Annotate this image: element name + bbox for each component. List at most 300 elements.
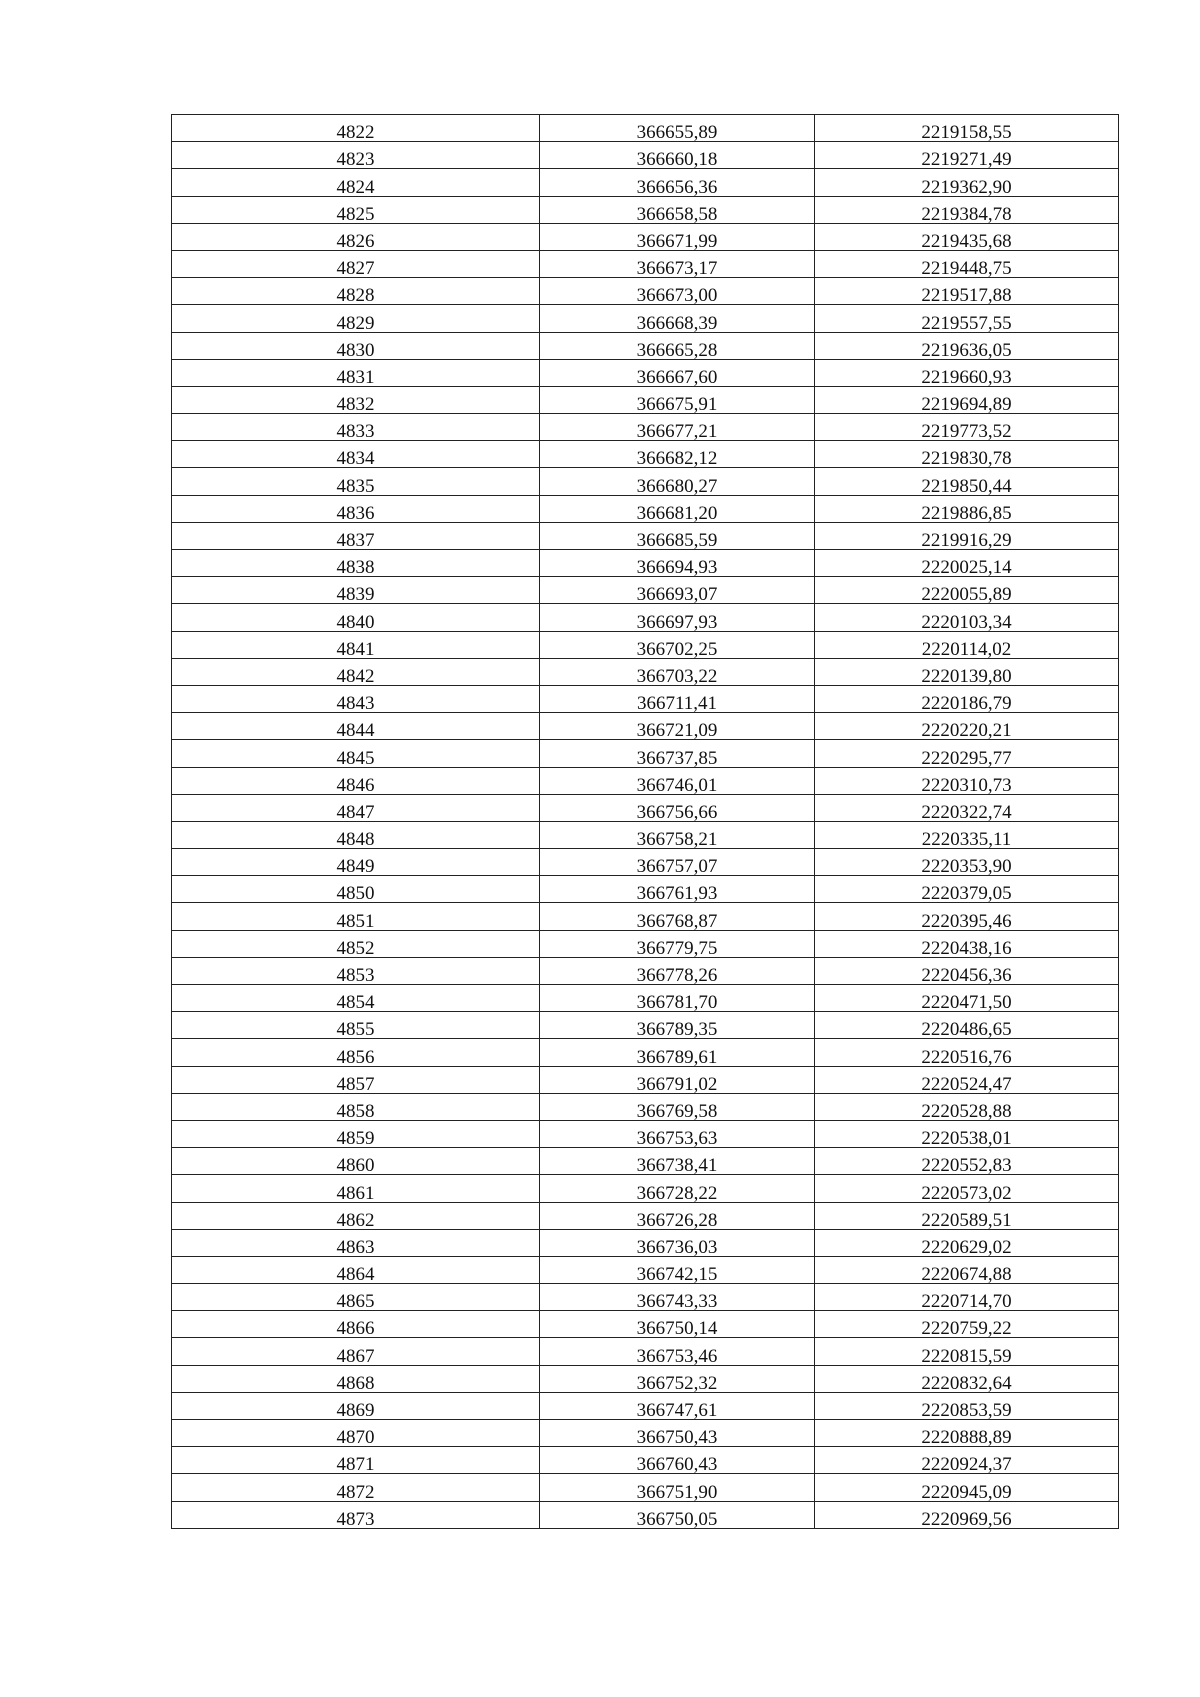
cell-text: 366711,41: [636, 693, 718, 715]
cell-text: 2220552,83: [921, 1155, 1012, 1177]
x-coordinate-cell: [540, 903, 815, 930]
cell-text: 2220335,11: [921, 829, 1012, 851]
cell-text: 366671,99: [636, 230, 718, 252]
y-coordinate-cell: [815, 903, 1119, 930]
cell-text: 4850: [336, 883, 375, 905]
y-coordinate-cell: [815, 115, 1119, 142]
point-number-cell: [172, 169, 540, 196]
point-number-cell: [172, 1012, 540, 1039]
cell-text: 2219916,29: [921, 530, 1012, 551]
point-number-cell: [172, 278, 540, 305]
y-coordinate-cell: [815, 332, 1119, 359]
y-coordinate-cell: [815, 1175, 1119, 1202]
y-coordinate-cell: [815, 1039, 1119, 1066]
y-coordinate-cell: [815, 794, 1119, 821]
point-number-cell: [172, 1311, 540, 1338]
cell-text: 366751,90: [636, 1481, 718, 1503]
cell-text: 366761,93: [636, 883, 718, 905]
cell-text: 366743,33: [636, 1291, 718, 1313]
cell-text: 4827: [336, 258, 375, 280]
table-row: [172, 550, 1119, 577]
x-coordinate-cell: [540, 169, 815, 196]
y-coordinate-cell: [815, 767, 1119, 794]
table-row: [172, 1012, 1119, 1039]
cell-text: 2220573,02: [921, 1182, 1012, 1204]
table-row: [172, 1039, 1119, 1066]
table-row: [172, 930, 1119, 957]
point-number-cell: [172, 115, 540, 142]
cell-text: 4845: [336, 747, 375, 769]
point-number-cell: [172, 223, 540, 250]
cell-text: 4832: [336, 394, 375, 416]
table-row: [172, 250, 1119, 277]
cell-text: 2220025,14: [921, 557, 1012, 579]
point-number-cell: [172, 903, 540, 930]
cell-text: 366789,61: [636, 1046, 718, 1068]
y-coordinate-cell: [815, 658, 1119, 685]
cell-text: 366779,75: [636, 937, 718, 959]
table-row: [172, 1365, 1119, 1392]
table-row: [172, 1256, 1119, 1283]
cell-text: 4869: [336, 1400, 375, 1421]
y-coordinate-cell: [815, 1474, 1119, 1501]
cell-text: 4858: [336, 1100, 375, 1122]
point-number-cell: [172, 930, 540, 957]
cell-text: 366675,91: [636, 394, 718, 416]
cell-text: 4866: [336, 1318, 375, 1340]
y-coordinate-cell: [815, 1501, 1119, 1528]
cell-text: 2219886,85: [921, 502, 1012, 524]
cell-text: 4872: [336, 1481, 375, 1503]
x-coordinate-cell: [540, 250, 815, 280]
table-row: [172, 985, 1119, 1012]
x-coordinate-cell: [540, 278, 815, 305]
cell-text: 366726,28: [636, 1209, 718, 1231]
cell-text: 4859: [336, 1128, 375, 1150]
cell-text: 366736,03: [636, 1236, 718, 1258]
table-row: [172, 142, 1119, 169]
cell-text: 366677,21: [636, 421, 718, 443]
x-coordinate-cell: [540, 1311, 815, 1338]
table-row: [172, 441, 1119, 468]
point-number-cell: [172, 332, 540, 359]
cell-text: 2220924,37: [921, 1454, 1012, 1476]
x-coordinate-cell: [540, 1474, 815, 1501]
point-number-cell: [172, 386, 540, 416]
point-number-cell: [172, 1202, 540, 1229]
x-coordinate-cell: [540, 1338, 815, 1365]
cell-text: 4833: [336, 421, 375, 443]
point-number-cell: [172, 1501, 540, 1528]
y-coordinate-cell: [815, 1420, 1119, 1447]
cell-text: 4837: [336, 530, 375, 551]
y-coordinate-cell: [815, 495, 1119, 522]
cell-text: 4842: [336, 665, 375, 687]
y-coordinate-cell: [815, 1365, 1119, 1392]
table-row: [172, 414, 1119, 441]
cell-text: 366697,93: [636, 611, 718, 633]
point-number-cell: [172, 767, 540, 794]
cell-text: 4839: [336, 584, 375, 606]
cell-text: 366681,20: [636, 502, 718, 524]
x-coordinate-cell: [540, 332, 815, 359]
cell-text: 366673,17: [636, 258, 718, 280]
cell-text: 4838: [336, 557, 375, 579]
cell-text: 2220888,89: [921, 1427, 1012, 1449]
point-number-cell: [172, 957, 540, 984]
y-coordinate-cell: [815, 1066, 1119, 1093]
point-number-cell: [172, 1284, 540, 1311]
cell-text: 366752,32: [636, 1372, 718, 1394]
cell-text: 4834: [336, 448, 375, 470]
y-coordinate-cell: [815, 1120, 1119, 1150]
cell-text: 366702,25: [636, 638, 718, 660]
cell-text: 2219362,90: [921, 176, 1012, 198]
y-coordinate-cell: [815, 849, 1119, 876]
y-coordinate-cell: [815, 359, 1119, 386]
table-row: [172, 305, 1119, 332]
cell-text: 2220456,36: [921, 965, 1012, 986]
x-coordinate-cell: [540, 305, 815, 332]
cell-text: 366682,12: [636, 448, 718, 470]
coordinates-table: [171, 114, 1119, 1529]
cell-text: 2219636,05: [921, 339, 1012, 361]
cell-text: 366742,15: [636, 1264, 718, 1286]
table-row: [172, 903, 1119, 930]
x-coordinate-cell: [540, 1284, 815, 1311]
cell-text: 366750,43: [636, 1427, 718, 1449]
table-row: [172, 1202, 1119, 1229]
y-coordinate-cell: [815, 305, 1119, 332]
point-number-cell: [172, 1093, 540, 1120]
x-coordinate-cell: [540, 196, 815, 223]
x-coordinate-cell: [540, 1420, 815, 1447]
x-coordinate-cell: [540, 550, 815, 577]
cell-text: 2220114,02: [921, 638, 1012, 660]
cell-text: 4870: [336, 1427, 375, 1449]
table-row: [172, 604, 1119, 631]
point-number-cell: [172, 495, 540, 522]
x-coordinate-cell: [540, 1012, 815, 1039]
cell-text: 366680,27: [636, 475, 718, 497]
cell-text: 366753,46: [636, 1345, 718, 1367]
table-row: [172, 876, 1119, 903]
cell-text: 366658,58: [636, 203, 718, 225]
cell-text: 366728,22: [636, 1182, 718, 1204]
x-coordinate-cell: [540, 821, 815, 851]
cell-text: 4851: [336, 910, 375, 932]
table-row: [172, 740, 1119, 767]
point-number-cell: [172, 1229, 540, 1256]
cell-text: 4846: [336, 774, 375, 796]
point-number-cell: [172, 1148, 540, 1175]
table-row: [172, 1148, 1119, 1175]
cell-text: 4857: [336, 1073, 375, 1095]
x-coordinate-cell: [540, 957, 815, 984]
x-coordinate-cell: [540, 1447, 815, 1474]
cell-text: 4843: [336, 693, 375, 715]
cell-text: 4844: [336, 720, 375, 742]
x-coordinate-cell: [540, 115, 815, 142]
cell-text: 2219271,49: [921, 149, 1012, 171]
x-coordinate-cell: [540, 985, 815, 1012]
cell-text: 2220438,16: [921, 937, 1012, 959]
x-coordinate-cell: [540, 631, 815, 658]
cell-text: 2220471,50: [921, 992, 1012, 1014]
x-coordinate-cell: [540, 658, 815, 685]
cell-text: 2220815,59: [921, 1345, 1012, 1367]
cell-text: 366738,41: [636, 1155, 718, 1177]
table-row: [172, 1066, 1119, 1093]
cell-text: 2220832,64: [921, 1372, 1012, 1394]
x-coordinate-cell: [540, 1039, 815, 1066]
cell-text: 2220353,90: [921, 856, 1012, 878]
y-coordinate-cell: [815, 196, 1119, 223]
cell-text: 2220945,09: [921, 1481, 1012, 1503]
y-coordinate-cell: [815, 1012, 1119, 1039]
point-number-cell: [172, 441, 540, 468]
y-coordinate-cell: [815, 1202, 1119, 1229]
cell-text: 4823: [336, 149, 375, 171]
point-number-cell: [172, 985, 540, 1012]
point-number-cell: [172, 1474, 540, 1501]
point-number-cell: [172, 821, 540, 851]
cell-text: 4865: [336, 1291, 375, 1313]
table-row: [172, 849, 1119, 876]
y-coordinate-cell: [815, 1256, 1119, 1286]
point-number-cell: [172, 1420, 540, 1447]
x-coordinate-cell: [540, 1256, 815, 1286]
cell-text: 4849: [336, 856, 375, 878]
cell-text: 2220310,73: [921, 774, 1012, 796]
point-number-cell: [172, 522, 540, 549]
point-number-cell: [172, 550, 540, 577]
cell-text: 4847: [336, 801, 375, 823]
cell-text: 366760,43: [636, 1454, 718, 1476]
coordinates-table-body: [172, 115, 1119, 1529]
cell-text: 2220295,77: [921, 747, 1012, 769]
cell-text: 366673,00: [636, 285, 718, 307]
cell-text: 366746,01: [636, 774, 718, 796]
x-coordinate-cell: [540, 1066, 815, 1093]
point-number-cell: [172, 713, 540, 740]
point-number-cell: [172, 740, 540, 767]
cell-text: 2220759,22: [921, 1318, 1012, 1340]
x-coordinate-cell: [540, 1229, 815, 1256]
cell-text: 366685,59: [636, 530, 718, 551]
cell-text: 4825: [336, 203, 375, 225]
cell-text: 2220220,21: [921, 720, 1012, 742]
cell-text: 366768,87: [636, 910, 718, 932]
cell-text: 4840: [336, 611, 375, 633]
cell-text: 2220969,56: [921, 1508, 1012, 1530]
cell-text: 2220103,34: [921, 611, 1012, 633]
x-coordinate-cell: [540, 441, 815, 468]
cell-text: 366753,63: [636, 1128, 718, 1150]
y-coordinate-cell: [815, 142, 1119, 169]
table-row: [172, 1120, 1119, 1147]
cell-text: 366660,18: [636, 149, 718, 171]
x-coordinate-cell: [540, 522, 815, 549]
point-number-cell: [172, 1175, 540, 1202]
y-coordinate-cell: [815, 1338, 1119, 1365]
y-coordinate-cell: [815, 386, 1119, 416]
point-number-cell: [172, 631, 540, 658]
point-number-cell: [172, 196, 540, 223]
table-row: [172, 223, 1119, 250]
table-row: [172, 495, 1119, 522]
cell-text: 366750,14: [636, 1318, 718, 1340]
point-number-cell: [172, 468, 540, 495]
cell-text: 366789,35: [636, 1019, 718, 1041]
y-coordinate-cell: [815, 1311, 1119, 1338]
x-coordinate-cell: [540, 849, 815, 876]
x-coordinate-cell: [540, 1148, 815, 1175]
point-number-cell: [172, 1392, 540, 1419]
y-coordinate-cell: [815, 1447, 1119, 1474]
cell-text: 4831: [336, 366, 375, 388]
y-coordinate-cell: [815, 876, 1119, 903]
cell-text: 2220528,88: [921, 1100, 1012, 1122]
cell-text: 2219435,68: [921, 230, 1012, 252]
point-number-cell: [172, 685, 540, 715]
cell-text: 2220486,65: [921, 1019, 1012, 1041]
cell-text: 4868: [336, 1372, 375, 1394]
table-row: [172, 1284, 1119, 1311]
table-row: [172, 1093, 1119, 1120]
point-number-cell: [172, 1365, 540, 1392]
x-coordinate-cell: [540, 1202, 815, 1229]
cell-text: 2220589,51: [921, 1209, 1012, 1231]
x-coordinate-cell: [540, 740, 815, 767]
y-coordinate-cell: [815, 550, 1119, 577]
point-number-cell: [172, 359, 540, 386]
x-coordinate-cell: [540, 1365, 815, 1392]
y-coordinate-cell: [815, 278, 1119, 305]
x-coordinate-cell: [540, 577, 815, 604]
cell-text: 2220379,05: [921, 883, 1012, 905]
point-number-cell: [172, 876, 540, 903]
cell-text: 2220516,76: [921, 1046, 1012, 1068]
y-coordinate-cell: [815, 468, 1119, 495]
table-row: [172, 1474, 1119, 1501]
point-number-cell: [172, 1338, 540, 1365]
cell-text: 4822: [336, 122, 375, 144]
cell-text: 2219448,75: [921, 258, 1012, 280]
table-row: [172, 522, 1119, 549]
cell-text: 366758,21: [636, 829, 718, 851]
cell-text: 4848: [336, 829, 375, 851]
y-coordinate-cell: [815, 414, 1119, 441]
cell-text: 2219830,78: [921, 448, 1012, 470]
cell-text: 4873: [336, 1508, 375, 1530]
cell-text: 366665,28: [636, 339, 718, 361]
y-coordinate-cell: [815, 522, 1119, 549]
table-row: [172, 1175, 1119, 1202]
table-row: [172, 332, 1119, 359]
y-coordinate-cell: [815, 1392, 1119, 1419]
cell-text: 2220538,01: [921, 1128, 1012, 1150]
point-number-cell: [172, 658, 540, 685]
x-coordinate-cell: [540, 359, 815, 386]
point-number-cell: [172, 604, 540, 631]
cell-text: 366655,89: [636, 122, 718, 144]
cell-text: 2219660,93: [921, 366, 1012, 388]
cell-text: 2220186,79: [921, 693, 1012, 715]
cell-text: 4871: [336, 1454, 375, 1476]
y-coordinate-cell: [815, 713, 1119, 740]
cell-text: 4854: [336, 992, 375, 1014]
cell-text: 4841: [336, 638, 375, 660]
y-coordinate-cell: [815, 441, 1119, 468]
table-row: [172, 577, 1119, 604]
y-coordinate-cell: [815, 1284, 1119, 1311]
y-coordinate-cell: [815, 930, 1119, 957]
point-number-cell: [172, 1447, 540, 1474]
y-coordinate-cell: [815, 985, 1119, 1012]
y-coordinate-cell: [815, 957, 1119, 984]
x-coordinate-cell: [540, 386, 815, 416]
cell-text: 4861: [336, 1182, 375, 1204]
x-coordinate-cell: [540, 1093, 815, 1120]
cell-text: 2220853,59: [921, 1400, 1012, 1421]
cell-text: 4867: [336, 1345, 375, 1367]
x-coordinate-cell: [540, 604, 815, 631]
cell-text: 366694,93: [636, 557, 718, 579]
y-coordinate-cell: [815, 740, 1119, 767]
cell-text: 4835: [336, 475, 375, 497]
cell-text: 4862: [336, 1209, 375, 1231]
cell-text: 366791,02: [636, 1073, 718, 1095]
cell-text: 366756,66: [636, 801, 718, 823]
x-coordinate-cell: [540, 468, 815, 495]
point-number-cell: [172, 1256, 540, 1286]
cell-text: 366668,39: [636, 312, 718, 334]
cell-text: 2219158,55: [921, 122, 1012, 144]
y-coordinate-cell: [815, 821, 1119, 851]
x-coordinate-cell: [540, 685, 815, 715]
y-coordinate-cell: [815, 1093, 1119, 1120]
point-number-cell: [172, 1120, 540, 1150]
table-row: [172, 1501, 1119, 1528]
y-coordinate-cell: [815, 1148, 1119, 1175]
x-coordinate-cell: [540, 1175, 815, 1202]
cell-text: 4860: [336, 1155, 375, 1177]
cell-text: 4853: [336, 965, 375, 986]
point-number-cell: [172, 250, 540, 280]
table-row: [172, 1447, 1119, 1474]
cell-text: 4863: [336, 1236, 375, 1258]
cell-text: 2220322,74: [921, 801, 1012, 823]
cell-text: 366750,05: [636, 1508, 718, 1530]
cell-text: 2219517,88: [921, 285, 1012, 307]
table-row: [172, 1338, 1119, 1365]
cell-text: 2220674,88: [921, 1264, 1012, 1286]
cell-text: 2219773,52: [921, 421, 1012, 443]
table-row: [172, 821, 1119, 848]
table-row: [172, 196, 1119, 223]
cell-text: 2219850,44: [921, 475, 1012, 497]
x-coordinate-cell: [540, 876, 815, 903]
cell-text: 366656,36: [636, 176, 718, 198]
cell-text: 2220524,47: [921, 1073, 1012, 1095]
cell-text: 2219384,78: [921, 203, 1012, 225]
x-coordinate-cell: [540, 713, 815, 740]
table-row: [172, 767, 1119, 794]
y-coordinate-cell: [815, 223, 1119, 250]
point-number-cell: [172, 577, 540, 604]
table-row: [172, 1311, 1119, 1338]
